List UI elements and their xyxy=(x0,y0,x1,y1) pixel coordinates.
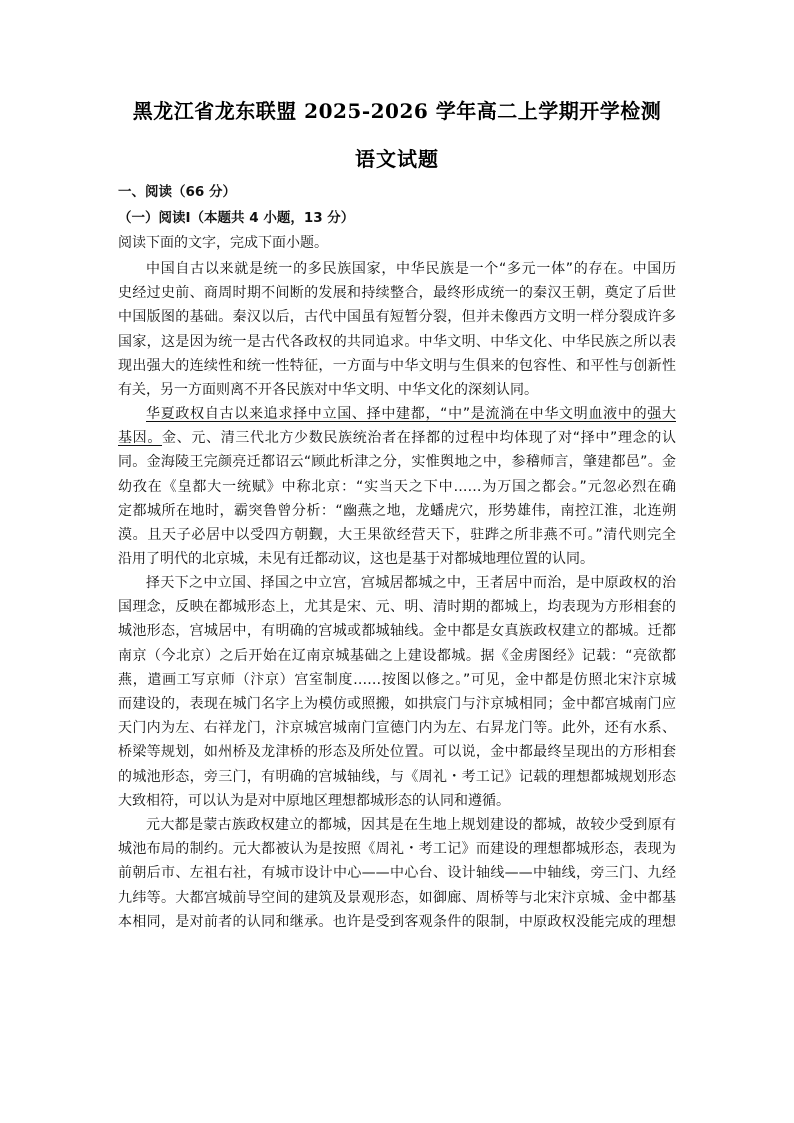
text-segment: 金、元、清三代北方少数民族统治者在择都的过程中均体现了对“择中”理念的认 xyxy=(162,430,676,447)
underlined-sentence xyxy=(118,402,676,426)
section-heading: 一、阅读（66 分） xyxy=(118,184,236,200)
text-line: 元大都是蒙古族政权建立的都城，因其是在生地上规划建设的都城，故较少受到原有 xyxy=(146,817,676,833)
text-line: 九纬等。大都宫城前导空间的建筑及景观形态，如御廊、周桥等与北宋汴京城、金中都基 xyxy=(118,889,676,906)
text-line: 定都城所在地时，霸突鲁曾分析：“幽燕之地，龙蟠虎穴，形势雄伟，南控江淮，北连朔 xyxy=(118,502,676,519)
paragraph-1 xyxy=(118,257,676,402)
text-line: 城池布局的制约。元大都被认为是按照《周礼・考工记》而建设的理想都城形态，表现为 xyxy=(118,841,676,858)
reading-instruction: 阅读下面的文字，完成下面小题。 xyxy=(118,235,328,251)
text-line: 天门内为左、右祥龙门，汴京城宫城南门宣德门内为左、右昇龙门等。此外，还有水系、 xyxy=(118,720,676,737)
text-line: 漠。且天子必居中以受四方朝觐，大王果欲经营天下，驻跸之所非燕不可。”清代则完全 xyxy=(118,526,676,543)
text-line: 中国版图的基础。秦汉以后，古代中国虽有短暂分裂，但并未像西方文明一样分裂成许多 xyxy=(118,309,676,326)
text-line: 城池形态，宫城居中，有明确的宫城或都城轴线。金中都是女真族政权建立的都城。迁都 xyxy=(118,623,676,640)
text-line: 幼孜在《皇都大一统赋》中称北京：“实当天之下中……为万国之都会。”元忽必烈在确 xyxy=(118,478,676,495)
text-line: 南京（今北京）之后开始在辽南京城基础之上建设都城。据《金虏图经》记载：“亮欲都 xyxy=(118,647,676,664)
page-subtitle: 语文试题 xyxy=(355,147,439,171)
text-line: 燕，遣画工写京师（汴京）宫室制度……按图以修之。”可见，金中都是仿照北宋汴京城 xyxy=(118,671,676,688)
text-line: 史经过史前、商周时期不间断的发展和持续整合，最终形成统一的秦汉王朝，奠定了后世 xyxy=(118,285,676,302)
text-line: 沿用了明代的北京城，未见有迁都动议，这也是基于对都城地理位置的认同。 xyxy=(118,551,594,568)
text-line: 同。金海陵王完颜亮迁都诏云“顾此析津之分，实惟舆地之中，参稽师言，肇建都邑”。金 xyxy=(118,454,676,471)
text-line: 本相同，是对前者的认同和继承。也许是受到客观条件的限制，中原政权没能完成的理想 xyxy=(118,913,676,930)
text-line: 的城池形态，旁三门，有明确的宫城轴线，与《周礼・考工记》记载的理想都城规划形态 xyxy=(118,768,676,785)
text-line: 大致相符，可以认为是对中原地区理想都城形态的认同和遵循。 xyxy=(118,792,510,809)
text-line: 有关，另一方面则离不开各民族对中华文明、中华文化的深刻认同。 xyxy=(118,381,538,398)
subsection-heading: （一）阅读Ⅰ（本题共 4 小题，13 分） xyxy=(118,210,355,226)
underlined-text: 基因。 xyxy=(118,430,163,447)
text-line: 桥梁等规划，如州桥及龙津桥的形态及所处位置。可以说，金中都最终呈现出的方形相套 xyxy=(118,744,676,761)
paragraph-3 xyxy=(118,571,676,813)
text-line: 国家，这是因为统一是古代各政权的共同追求。中华文明、中华文化、中华民族之所以表 xyxy=(118,333,676,350)
text-line: 前朝后市、左祖右社，有城市设计中心——中心台、设计轴线——中轴线，旁三门、九经 xyxy=(118,865,676,882)
text-line xyxy=(118,426,676,450)
page-title: 黑龙江省龙东联盟 2025-2026 学年高二上学期开学检测 xyxy=(132,99,662,123)
text-line: 现出强大的连续性和统一性特征，一方面与中华文明与生俱来的包容性、和平性与创新性 xyxy=(118,357,676,374)
text-line: 择天下之中立国、择国之中立宫，宫城居都城之中，王者居中而治，是中原政权的治 xyxy=(146,575,676,591)
underlined-text: 华夏政权自古以来追求择中立国、择中建都，“中”是流淌在中华文明血液中的强大 xyxy=(146,406,676,422)
paragraph-4 xyxy=(118,813,676,934)
text-line: 而建设的，表现在城门名字上为模仿或照搬，如拱宸门与汴京城相同；金中都宫城南门应 xyxy=(118,695,676,712)
text-line: 国理念，反映在都城形态上，尤其是宋、元、明、清时期的都城上，均表现为方形相套的 xyxy=(118,599,676,616)
paragraph-2 xyxy=(118,402,676,571)
text-line: 中国自古以来就是统一的多民族国家，中华民族是一个“多元一体”的存在。中国历 xyxy=(146,261,676,277)
